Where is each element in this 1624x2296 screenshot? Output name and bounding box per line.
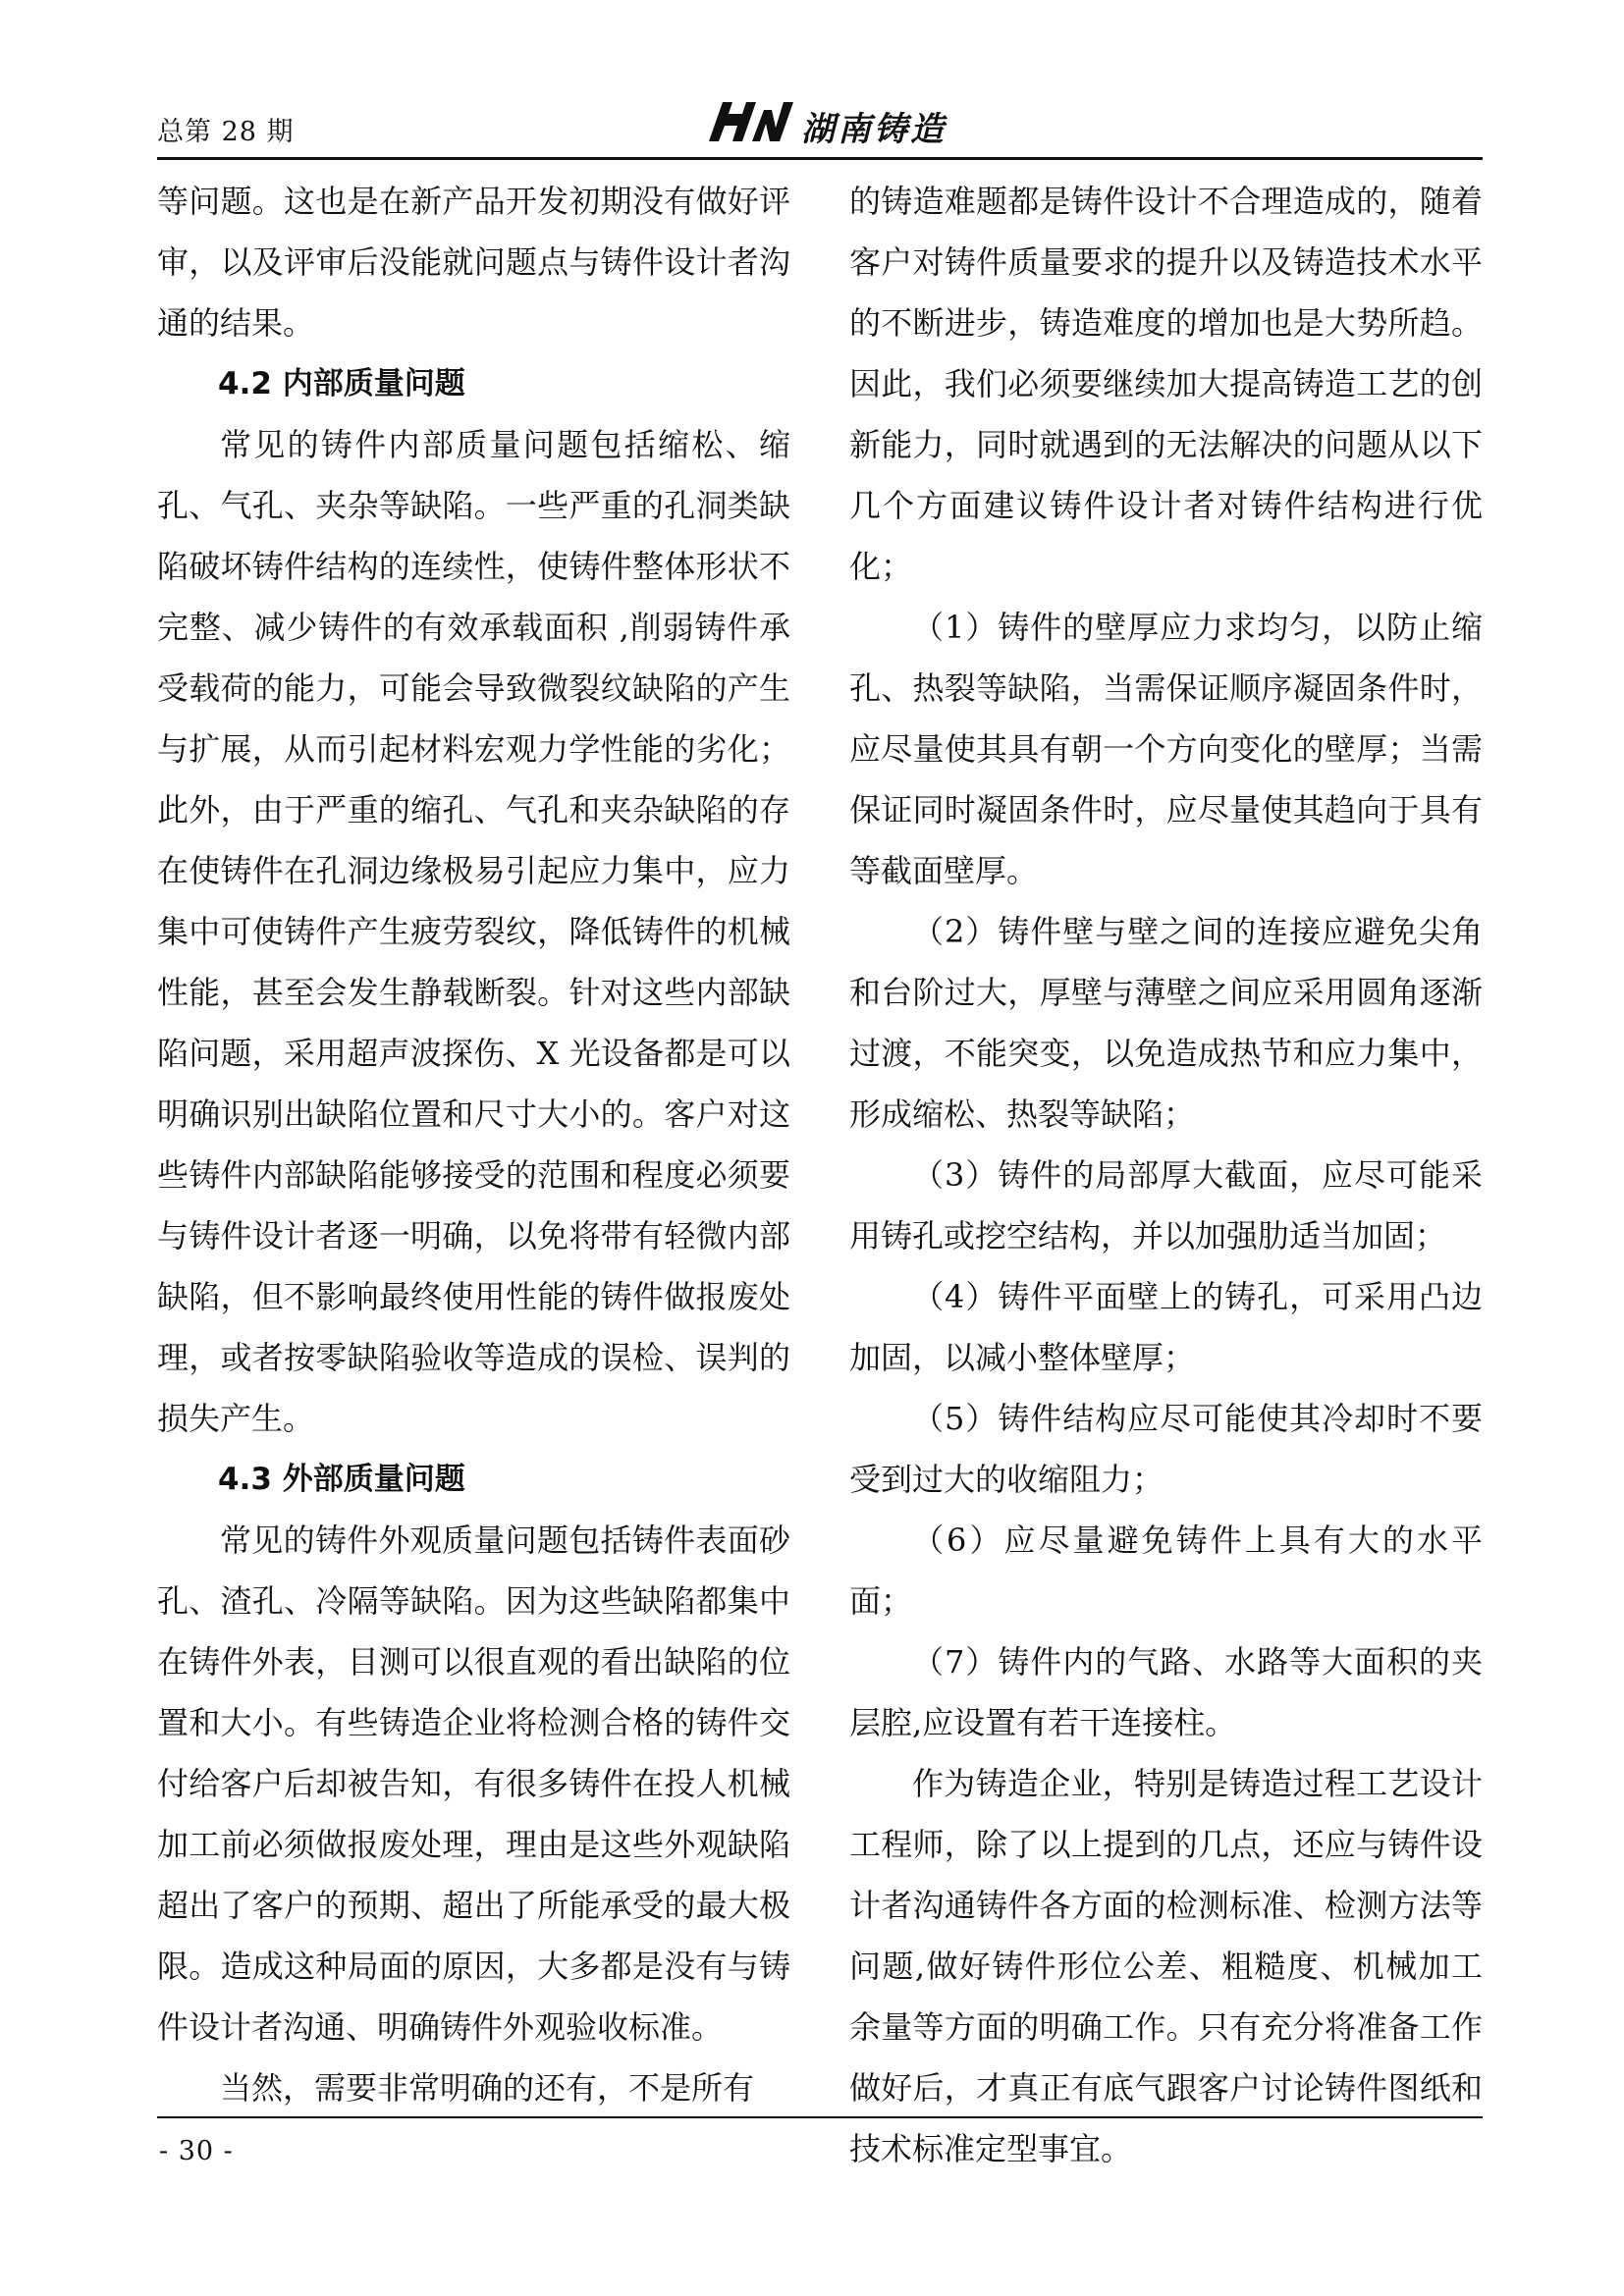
left-column: [157, 171, 790, 2118]
section-heading-4-3: 4.3 外部质量问题: [218, 1462, 465, 1497]
list-item: （5）铸件结构应尽可能使其冷却时不要受到过大的收缩阻力；: [849, 1400, 1483, 1498]
paragraph: 常见的铸件内部质量问题包括缩松、缩孔、气孔、夹杂等缺陷。一些严重的孔洞类缺陷破坏铸件结构的连续性，使铸件整体形状不完整、减少铸件的有效承载面积 ,削弱铸件承受载荷的能力，可能会导致微裂纹缺陷的产生与扩展，从而引起材料宏观力学性能的劣化；此外，由于严重的缩孔、气孔和夹杂缺陷的存在使铸件在孔洞边缘极易引起应力集中，应力集中可使铸件产生疲劳裂纹，降低铸件的机械性能，甚至会发生静载断裂。针对这些内部缺陷问题，采用超声波探伤、X 光设备都是可以明确识别出缺陷位置和尺寸大小的。客户对这些铸件内部缺陷能够接受的范围和程度必须要与铸件设计者逐一明确，以免将带有轻微内部缺陷，但不影响最终使用性能的铸件做报废处理，或者按零缺陷验收等造成的误检、误判的损失产生。: [157, 426, 790, 1437]
section-heading-4-2: 4.2 内部质量问题: [218, 366, 465, 401]
journal-logo: [703, 96, 998, 149]
paragraph: 等问题。这也是在新产品开发初期没有做好评审，以及评审后没能就问题点与铸件设计者沟通的结果。: [157, 183, 790, 342]
paragraph: 常见的铸件外观质量问题包括铸件表面砂孔、渣孔、冷隔等缺陷。因为这些缺陷都集中在铸件外表，目测可以很直观的看出缺陷的位置和大小。有些铸造企业将检测合格的铸件交付给客户后却被告知，有很多铸件在投人机械加工前必须做报废处理，理由是这些外观缺陷超出了客户的预期、超出了所能承受的最大极限。造成这种局面的原因，大多都是没有与铸件设计者沟通、明确铸件外观验收标准。: [157, 1522, 790, 2046]
list-item: （6）应尽量避免铸件上具有大的水平面；: [849, 1522, 1483, 1620]
paragraph: 当然，需要非常明确的还有，不是所有: [220, 2069, 755, 2107]
header-divider: [157, 157, 1483, 160]
paragraph: 作为铸造企业，特别是铸造过程工艺设计工程师，除了以上提到的几点，还应与铸件设计者沟通铸件各方面的检测标准、检测方法等问题,做好铸件形位公差、粗糙度、机械加工余量等方面的明确工作。只有充分将准备工作做好后，才真正有底气跟客户讨论铸件图纸和技术标准定型事宜。: [849, 1765, 1483, 2167]
logo-mark-icon: [703, 98, 797, 143]
list-item: （7）铸件内的气路、水路等大面积的夹层腔,应设置有若干连接柱。: [849, 1643, 1483, 1741]
list-item: （1）铸件的壁厚应力求均匀，以防止缩孔、热裂等缺陷，当需保证顺序凝固条件时，应尽量使其具有朝一个方向变化的壁厚；当需保证同时凝固条件时，应尽量使其趋向于具有等截面壁厚。: [849, 609, 1483, 889]
list-item: （4）铸件平面壁上的铸孔，可采用凸边加固，以减小整体壁厚；: [849, 1278, 1483, 1376]
list-item: （3）铸件的局部厚大截面，应尽可能采用铸孔或挖空结构，并以加强肋适当加固；: [849, 1156, 1483, 1255]
issue-number: 总第 28 期: [157, 117, 295, 147]
page-number: - 30 -: [159, 2136, 234, 2166]
journal-title: 湖南铸造: [801, 110, 947, 149]
list-item: （2）铸件壁与壁之间的连接应避免尖角和台阶过大，厚壁与薄壁之间应采用圆角逐渐过渡，不能突变，以免造成热节和应力集中，形成缩松、热裂等缺陷；: [849, 913, 1483, 1133]
right-column: [849, 171, 1483, 2179]
footer-divider: [157, 2116, 1483, 2118]
paragraph: 的铸造难题都是铸件设计不合理造成的，随着客户对铸件质量要求的提升以及铸造技术水平的不断进步，铸造难度的增加也是大势所趋。因此，我们必须要继续加大提高铸造工艺的创新能力，同时就遇到的无法解决的问题从以下几个方面建议铸件设计者对铸件结构进行优化；: [849, 183, 1483, 585]
